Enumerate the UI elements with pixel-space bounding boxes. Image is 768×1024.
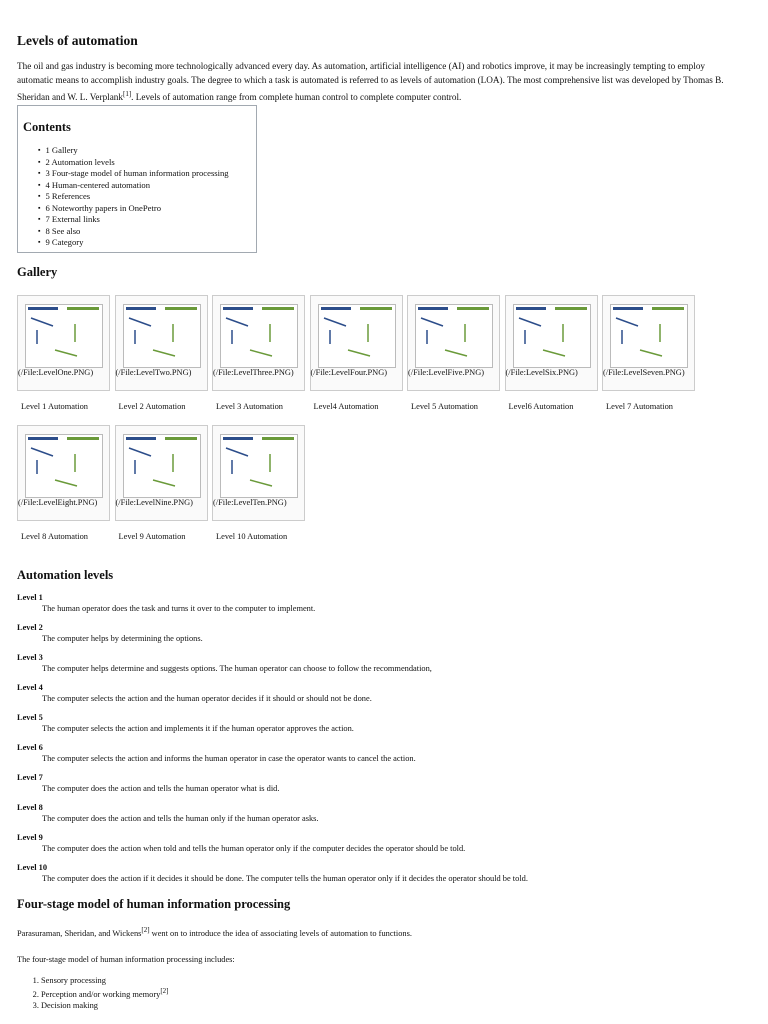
gallery-caption: Level 9 Automation xyxy=(118,532,186,541)
stage-item: 1. Sensory processing xyxy=(41,975,169,986)
level-term: Level 2 xyxy=(17,623,43,632)
automation-diagram-image xyxy=(25,304,103,368)
level-term: Level 9 xyxy=(17,833,43,842)
gallery-file-link[interactable]: (/File:LevelThree.PNG) xyxy=(213,368,294,377)
gallery-file-link[interactable]: (/File:LevelSeven.PNG) xyxy=(603,368,685,377)
gallery-file-link[interactable]: (/File:LevelOne.PNG) xyxy=(18,368,94,377)
toc-item xyxy=(38,168,252,180)
level-definition: The computer helps by determining the options. xyxy=(42,634,203,643)
gallery-caption: Level 1 Automation xyxy=(21,402,88,411)
reference-link[interactable]: [1] xyxy=(122,90,132,98)
level-term: Level 1 xyxy=(17,593,43,602)
toc-item xyxy=(38,180,252,192)
toc-item xyxy=(38,145,252,157)
toc-link-references[interactable]: 5 References xyxy=(45,191,91,201)
gallery-caption: Level6 Automation xyxy=(508,402,574,411)
level-definition: The computer does the action when told and tells the human operator only if the computer decides the operator should be told. xyxy=(42,844,466,853)
toc-item xyxy=(38,191,252,203)
level-definition: The computer does the action if it decides it should be done. The computer tells the human operator only if it decides the operator should be told. xyxy=(42,874,528,883)
intro-text: The oil and gas industry is becoming more technologically advanced every day. As automation, artificial intelligence (AI) and robotics improve, it may be increasingly tempting to employ automatic means to accomplish industry goals. The degree to which a task is automated is referred to as levels of automation (LOA). The most comprehensive list was developed by Thomas B. Sheridan and W. L. Verplank xyxy=(17,61,724,103)
gallery-file-link[interactable]: (/File:LevelEight.PNG) xyxy=(18,498,98,507)
reference-link[interactable]: [2] xyxy=(160,987,169,995)
gallery-caption: Level 5 Automation xyxy=(411,402,478,411)
toc-link-see-also[interactable]: 8 See also xyxy=(45,225,81,236)
toc-link-four-stage[interactable]: 3 Four-stage model of human information processing xyxy=(45,168,229,178)
gallery-file-link[interactable]: (/File:LevelTwo.PNG) xyxy=(115,368,192,377)
level-definition: The computer helps determine and suggests options. The human operator can choose to follow the recommendation, xyxy=(42,664,432,673)
level-term: Level 3 xyxy=(17,653,43,662)
toc-list xyxy=(22,145,252,249)
toc-item xyxy=(38,226,252,238)
level-term: Level 5 xyxy=(17,713,43,722)
level-definition: The computer selects the action and the human operator decides if it should or should not be done. xyxy=(42,694,372,703)
automation-diagram-image xyxy=(220,434,298,498)
automation-diagram-image xyxy=(513,304,591,368)
automation-diagram-image xyxy=(415,304,493,368)
stage-item: 3. Decision making xyxy=(41,1000,169,1011)
four-stage-heading: Four-stage model of human information processing xyxy=(17,897,291,911)
level-definition: The computer does the action and tells the human only if the human operator asks. xyxy=(42,814,319,823)
level-term: Level 7 xyxy=(17,773,43,782)
toc-link-automation-levels[interactable]: 2 Automation levels xyxy=(45,156,115,167)
gallery-caption: Level 3 Automation xyxy=(216,402,283,411)
level-term: Level 4 xyxy=(17,683,43,692)
gallery-thumbnail[interactable] xyxy=(17,295,110,391)
toc-item xyxy=(38,237,252,249)
toc-link-category[interactable]: 9 Category xyxy=(45,237,84,247)
toc-link-noteworthy[interactable]: 6 Noteworthy papers in OnePetro xyxy=(45,202,161,213)
gallery-thumbnail[interactable] xyxy=(17,425,110,521)
toc-link-external[interactable]: 7 External links xyxy=(45,214,100,224)
automation-diagram-image xyxy=(25,434,103,498)
automation-levels-list xyxy=(17,592,737,892)
four-stage-text: Parasuraman, Sheridan, and Wickens xyxy=(17,928,142,938)
gallery-heading: Gallery xyxy=(17,265,58,279)
toc-item xyxy=(38,157,252,169)
level-definition: The computer selects the action and implements it if the human operator approves the action. xyxy=(42,724,354,733)
table-of-contents xyxy=(17,105,257,253)
automation-diagram-image xyxy=(220,304,298,368)
level-term: Level 6 xyxy=(17,743,43,752)
gallery-thumbnail[interactable] xyxy=(212,295,305,391)
gallery-file-link[interactable]: (/File:LevelFive.PNG) xyxy=(408,368,485,377)
automation-diagram-image xyxy=(610,304,688,368)
gallery-thumbnail[interactable] xyxy=(310,295,403,391)
level-term: Level 10 xyxy=(17,863,48,872)
gallery-caption: Level 7 Automation xyxy=(606,402,673,411)
gallery-thumbnail[interactable] xyxy=(115,295,208,391)
toc-item xyxy=(38,214,252,226)
gallery-thumbnail[interactable] xyxy=(407,295,500,391)
gallery-caption: Level 10 Automation xyxy=(216,532,288,541)
gallery-thumbnail[interactable] xyxy=(115,425,208,521)
automation-diagram-image xyxy=(123,304,201,368)
intro-text-end: . Levels of automation range from complete human control to complete computer control. xyxy=(131,92,462,103)
level-term: Level 8 xyxy=(17,803,43,812)
four-stage-list xyxy=(17,975,169,1011)
level-definition: The human operator does the task and turns it over to the computer to implement. xyxy=(42,604,316,613)
gallery-thumbnail[interactable] xyxy=(602,295,695,391)
toc-link-human-centered[interactable]: 4 Human-centered automation xyxy=(45,179,151,190)
gallery-caption: Level 2 Automation xyxy=(118,402,186,411)
page-title: Levels of automation xyxy=(17,33,138,48)
automation-levels-heading: Automation levels xyxy=(17,568,114,582)
gallery-thumbnail[interactable] xyxy=(212,425,305,521)
four-stage-includes: The four-stage model of human information processing includes: xyxy=(17,955,235,964)
four-stage-paragraph xyxy=(17,926,412,938)
four-stage-text-end: went on to introduce the idea of associating levels of automation to functions. xyxy=(149,928,412,938)
gallery-caption: Level4 Automation xyxy=(313,402,379,411)
stage-item: 2. Perception and/or working memory[2] xyxy=(41,986,169,1000)
level-definition: The computer selects the action and informs the human operator in case the operator wants to cancel the action. xyxy=(42,754,416,763)
gallery-file-link[interactable]: (/File:LevelTen.PNG) xyxy=(213,498,287,507)
gallery-thumbnail[interactable] xyxy=(505,295,598,391)
reference-link[interactable]: [2] xyxy=(141,926,150,934)
gallery-caption: Level 8 Automation xyxy=(21,532,88,541)
automation-diagram-image xyxy=(318,304,396,368)
gallery-file-link[interactable]: (/File:LevelSix.PNG) xyxy=(505,368,578,377)
toc-title: Contents xyxy=(23,120,71,134)
gallery-file-link[interactable]: (/File:LevelNine.PNG) xyxy=(115,498,193,507)
toc-link-gallery[interactable]: 1 Gallery xyxy=(45,145,78,155)
level-definition: The computer does the action and tells the human operator what is did. xyxy=(42,784,280,793)
automation-diagram-image xyxy=(123,434,201,498)
gallery-file-link[interactable]: (/File:LevelFour.PNG) xyxy=(310,368,388,377)
toc-item xyxy=(38,203,252,215)
intro-paragraph xyxy=(17,59,735,104)
